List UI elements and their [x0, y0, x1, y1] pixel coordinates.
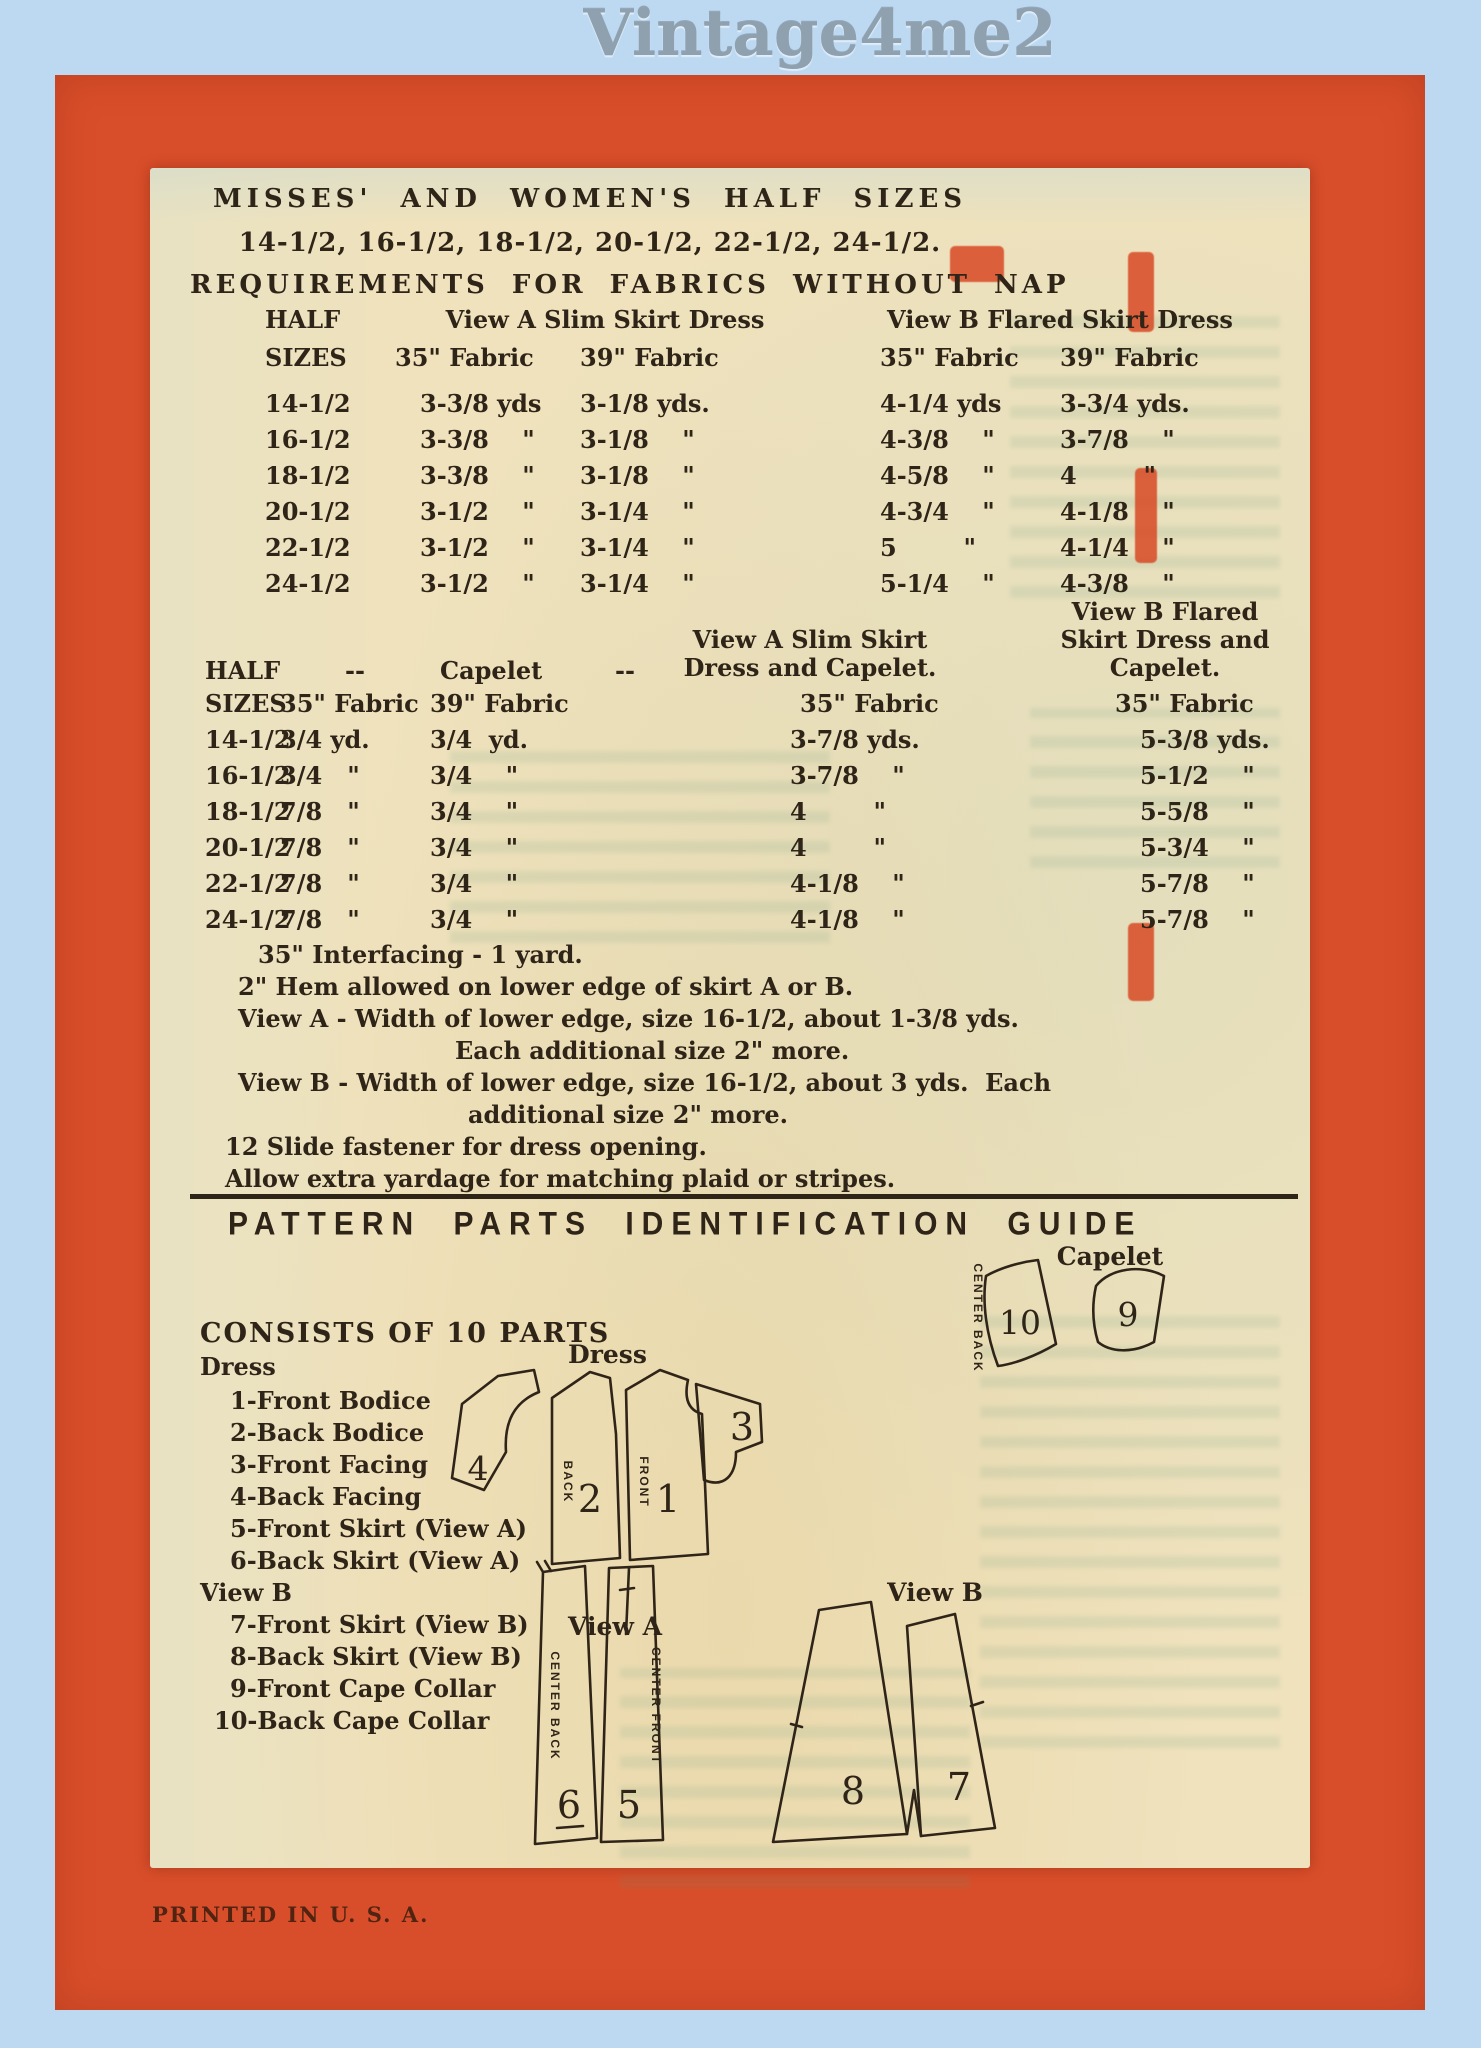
piece-number-9: 9	[1117, 1295, 1139, 1334]
note-line: 35" Interfacing - 1 yard.	[258, 940, 583, 969]
notch-mark	[545, 1561, 551, 1571]
center-front-annotation: CENTER FRONT	[649, 1647, 663, 1765]
table-cell: 3-1/8 yds.	[580, 389, 710, 418]
piece-number-10: 10	[999, 1303, 1041, 1342]
dress-diagram-label: Dress	[568, 1340, 647, 1369]
dart-line	[626, 1568, 629, 1634]
table-header-cell: 39" Fabric	[1060, 343, 1199, 372]
table-cell: 3/4 "	[430, 761, 519, 790]
table-cell: 18-1/2	[205, 797, 291, 826]
capelet-pieces-diagram	[958, 1256, 1213, 1396]
table-cell: 7/8 "	[280, 905, 360, 934]
table-cell: 3-3/8 yds	[420, 389, 542, 418]
note-line: 2" Hem allowed on lower edge of skirt A or B.	[238, 972, 854, 1001]
header-line: View A Slim Skirt	[692, 625, 928, 654]
table-header-cell: View B Flared Skirt Dress	[887, 305, 1233, 334]
center-back-annotation: CENTER BACK	[548, 1651, 562, 1761]
table-cell: 7/8 "	[280, 797, 360, 826]
note-line: Each additional size 2" more.	[455, 1036, 850, 1065]
table-cell: 4-1/8 "	[790, 869, 905, 898]
part-list-item: 9-Front Cape Collar	[230, 1674, 496, 1703]
table-cell: 3-1/4 "	[580, 497, 695, 526]
table-cell: 4-1/4 "	[1060, 533, 1175, 562]
table-cell: 3-1/8 "	[580, 461, 695, 490]
part-list-item: 10-Back Cape Collar	[214, 1706, 490, 1735]
table-cell: 3/4 "	[430, 905, 519, 934]
piece-number-2: 2	[577, 1477, 603, 1521]
table-cell: 4-1/8 "	[790, 905, 905, 934]
note-line: Allow extra yardage for matching plaid or stripes.	[225, 1164, 896, 1193]
table-cell: 5-5/8 "	[1140, 797, 1255, 826]
table-cell: 4-3/8 "	[1060, 569, 1175, 598]
table-cell: 4-5/8 "	[880, 461, 995, 490]
front-annotation: FRONT	[637, 1456, 651, 1508]
part-list-item: 4-Back Facing	[230, 1482, 422, 1511]
table-cell: 4-1/8 "	[1060, 497, 1175, 526]
table-header-cell: 35" Fabric	[880, 343, 1019, 372]
view-a-column-header	[610, 626, 1010, 682]
part-list-item: 7-Front Skirt (View B)	[230, 1610, 529, 1639]
part-list-item: 6-Back Skirt (View A)	[230, 1546, 521, 1575]
table-cell: 3-3/8 "	[420, 461, 535, 490]
table-cell: 5-3/4 "	[1140, 833, 1255, 862]
piece-number-3: 3	[729, 1405, 755, 1449]
table-cell: 4-3/4 "	[880, 497, 995, 526]
table-header-cell: 39" Fabric	[580, 343, 719, 372]
capelet-diagram-label: Capelet	[1056, 1242, 1164, 1271]
table-body	[240, 386, 1270, 602]
table-cell: 18-1/2	[265, 461, 351, 490]
section-divider-rule	[190, 1194, 1298, 1199]
parts-group-view-b: View B	[200, 1578, 292, 1607]
dash: --	[615, 656, 635, 685]
table-header-cell: 35" Fabric	[800, 689, 939, 718]
piece-number-4: 4	[467, 1449, 489, 1488]
table-header-row	[200, 686, 1300, 722]
table-cell: 5-1/2 "	[1140, 761, 1255, 790]
piece-number-8: 8	[840, 1769, 866, 1813]
note-line: View B - Width of lower edge, size 16-1/2, about 3 yds. Each	[238, 1068, 1052, 1097]
table-cell: 3-7/8 yds.	[790, 725, 920, 754]
notch-mark	[791, 1724, 802, 1727]
piece-number-5: 5	[616, 1783, 642, 1827]
piece-4-outline	[452, 1370, 539, 1490]
table-cell: 3/4 "	[430, 797, 519, 826]
table-cell: 24-1/2	[205, 905, 291, 934]
table-cell: 5-3/8 yds.	[1140, 725, 1270, 754]
table-cell: 3/4 yd.	[430, 725, 528, 754]
piece-number-6: 6	[556, 1783, 582, 1827]
center-back-annotation: CENTER BACK	[971, 1263, 985, 1373]
table-cell: 20-1/2	[265, 497, 351, 526]
table-header-cell: 35" Fabric	[1115, 689, 1254, 718]
view-b-column-header	[1020, 598, 1310, 682]
table-cell: 5 "	[880, 533, 977, 562]
view-b-diagram-label: View B	[887, 1578, 983, 1607]
consists-heading: CONSISTS OF 10 PARTS	[200, 1318, 611, 1349]
dress-pieces-diagram	[440, 1362, 770, 1577]
half-label: HALF	[205, 656, 281, 685]
table-cell: 7/8 "	[280, 869, 360, 898]
table-cell: 3/4 "	[430, 869, 519, 898]
header-line: Dress and Capelet.	[683, 653, 937, 682]
table-cell: 22-1/2	[205, 869, 291, 898]
part-list-item: 1-Front Bodice	[230, 1386, 431, 1415]
table-header-row	[240, 340, 1270, 376]
part-list-item: 5-Front Skirt (View A)	[230, 1514, 527, 1543]
view-b-pieces-diagram	[755, 1596, 1015, 1866]
parts-group-dress: Dress	[200, 1352, 276, 1381]
table-cell: 16-1/2	[265, 425, 351, 454]
part-list-item: 3-Front Facing	[230, 1450, 429, 1479]
fabric-requirements-table	[240, 302, 1270, 602]
piece-number-1: 1	[655, 1477, 681, 1521]
note-line: additional size 2" more.	[468, 1100, 789, 1129]
table-cell: 3-3/4 yds.	[1060, 389, 1190, 418]
guide-section-title: PATTERN PARTS IDENTIFICATION GUIDE	[228, 1206, 1143, 1243]
table-cell: 3-1/2 "	[420, 569, 535, 598]
pattern-instruction-sheet	[150, 168, 1310, 1868]
table-cell: 3/4 yd.	[280, 725, 370, 754]
table-cell: 3/4 "	[280, 761, 360, 790]
table-cell: 3-1/8 "	[580, 425, 695, 454]
table-cell: 3-7/8 "	[1060, 425, 1175, 454]
table-header-cell: 35" Fabric	[395, 343, 534, 372]
table-body	[200, 722, 1300, 938]
capelet-requirements-table	[200, 686, 1300, 938]
note-line: View A - Width of lower edge, size 16-1/2, about 1-3/8 yds.	[238, 1004, 1019, 1033]
header-line: Capelet.	[1109, 653, 1221, 682]
table-cell: 4 "	[1060, 461, 1157, 490]
note-line: 12 Slide fastener for dress opening.	[225, 1132, 707, 1161]
table-header-cell: View A Slim Skirt Dress	[445, 305, 765, 334]
piece-number-7: 7	[946, 1765, 972, 1809]
table-group-header-row	[240, 302, 1270, 338]
notch-mark	[537, 1562, 543, 1572]
table-cell: 5-7/8 "	[1140, 905, 1255, 934]
table-cell: 5-7/8 "	[1140, 869, 1255, 898]
table-cell: 24-1/2	[265, 569, 351, 598]
table-cell: 3-1/4 "	[580, 569, 695, 598]
table-cell: 3-3/8 "	[420, 425, 535, 454]
back-annotation: BACK	[561, 1460, 575, 1504]
table-cell: 3-1/2 "	[420, 497, 535, 526]
dash: --	[345, 656, 365, 685]
table-cell: 3/4 "	[430, 833, 519, 862]
table-cell: 14-1/2	[265, 389, 351, 418]
table-header-cell: 35" Fabric	[280, 689, 419, 718]
table-header-cell: HALF	[265, 305, 341, 334]
part-list-item: 2-Back Bodice	[230, 1418, 425, 1447]
capelet-column-header: Capelet	[440, 656, 543, 685]
table-cell: 4-3/8 "	[880, 425, 995, 454]
table-cell: 20-1/2	[205, 833, 291, 862]
printed-in-usa-text: PRINTED IN U. S. A.	[152, 1902, 430, 1927]
table-cell: 14-1/2	[205, 725, 291, 754]
requirements-subtitle: REQUIREMENTS FOR FABRICS WITHOUT NAP	[190, 270, 1070, 300]
table-cell: 4 "	[790, 797, 887, 826]
table-cell: 3-1/4 "	[580, 533, 695, 562]
header-line: Skirt Dress and	[1060, 625, 1270, 654]
view-a-pieces-diagram	[525, 1556, 715, 1856]
table-header-cell: 39" Fabric	[430, 689, 569, 718]
header-line: View B Flared	[1071, 597, 1259, 626]
table-cell: 3-1/2 "	[420, 533, 535, 562]
table-cell: 4 "	[790, 833, 887, 862]
table-cell: 5-1/4 "	[880, 569, 995, 598]
table-cell: 3-7/8 "	[790, 761, 905, 790]
table-header-cell: SIZES	[205, 689, 287, 718]
table-cell: 7/8 "	[280, 833, 360, 862]
table-cell: 4-1/4 yds	[880, 389, 1002, 418]
part-list-item: 8-Back Skirt (View B)	[230, 1642, 522, 1671]
page-title: MISSES' AND WOMEN'S HALF SIZES	[212, 184, 968, 214]
sizes-line: 14-1/2, 16-1/2, 18-1/2, 20-1/2, 22-1/2, 24-1/2.	[238, 228, 942, 258]
table-cell: 22-1/2	[265, 533, 351, 562]
watermark-text: Vintage4me2	[583, 0, 1057, 71]
table-header-cell: SIZES	[265, 343, 347, 372]
view-a-diagram-label: View A	[568, 1612, 662, 1641]
dart-crossbar	[620, 1588, 634, 1590]
table-cell: 16-1/2	[205, 761, 291, 790]
